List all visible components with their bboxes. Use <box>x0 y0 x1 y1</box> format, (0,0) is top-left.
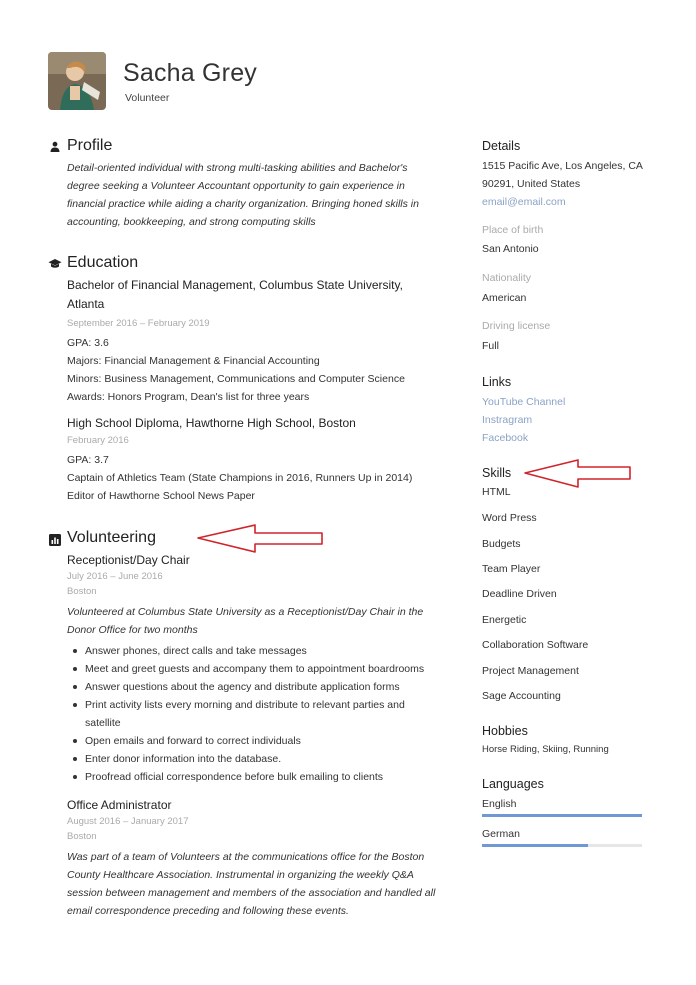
person-icon <box>49 140 61 158</box>
summary-line: accounting, bookkeeping, and strong computing skills <box>67 216 316 228</box>
duty-item <box>67 768 457 786</box>
email-link[interactable]: email@email.com <box>482 196 566 208</box>
details-heading: Details <box>482 139 521 153</box>
duty-item <box>67 696 457 732</box>
job-description-line: Volunteered at Columbus State University as a Receptionist/Day Chair in the <box>67 606 424 618</box>
youtube-link[interactable]: YouTube Channel <box>482 396 566 408</box>
education-detail: Captain of Athletics Team (State Champions in 2016, Runners Up in 2014) <box>67 472 413 484</box>
chart-icon <box>49 533 61 551</box>
hobbies-text: Horse Riding, Skiing, Running <box>482 744 609 755</box>
profile-summary <box>67 159 457 231</box>
skill-item: Team Player <box>482 563 541 575</box>
degree-title: Bachelor of Financial Management, Columbus State University, <box>67 278 403 292</box>
education-entry <box>67 276 457 406</box>
language-level-bar <box>482 844 642 847</box>
duty-text: Open emails and forward to correct individuals <box>85 735 301 747</box>
education-dates: September 2016 – February 2019 <box>67 318 210 329</box>
skill-item: Deadline Driven <box>482 588 557 600</box>
education-detail: GPA: 3.6 <box>67 337 109 349</box>
job-description-line: email correspondence preceding and following these events. <box>67 905 349 917</box>
summary-line: degree seeking a Volunteer Accountant opportunity to gain experience in <box>67 180 405 192</box>
job-dates: August 2016 – January 2017 <box>67 816 189 827</box>
degree-title: Atlanta <box>67 297 105 311</box>
language-level-fill <box>482 814 642 817</box>
language-name: English <box>482 798 517 810</box>
duties-list <box>67 642 457 786</box>
candidate-role: Volunteer <box>125 92 170 104</box>
links-heading: Links <box>482 375 512 389</box>
languages-heading: Languages <box>482 777 544 791</box>
language-level-bar <box>482 814 642 817</box>
duty-text: Answer questions about the agency and distribute application forms <box>85 681 400 693</box>
duty-text: Print activity lists every morning and distribute to relevant parties and <box>85 699 405 711</box>
skill-item: HTML <box>482 486 511 498</box>
license-label: Driving license <box>482 320 551 332</box>
education-dates: February 2016 <box>67 435 129 446</box>
profile-photo <box>48 52 106 110</box>
graduation-cap-icon <box>48 257 62 275</box>
job-location: Boston <box>67 831 97 842</box>
duty-text: Answer phones, direct calls and take messages <box>85 645 307 657</box>
annotation-arrow-skills <box>522 457 634 491</box>
skill-item: Collaboration Software <box>482 639 589 651</box>
job-location: Boston <box>67 586 97 597</box>
duty-item <box>67 732 457 750</box>
duty-text: Proofread official correspondence before bulk emailing to clients <box>85 771 384 783</box>
facebook-link[interactable]: Facebook <box>482 432 529 444</box>
education-detail: Editor of Hawthorne School News Paper <box>67 490 255 502</box>
job-description-line: Was part of a team of Volunteers at the communications office for the Boston <box>67 851 425 863</box>
candidate-name: Sacha Grey <box>123 59 258 87</box>
education-entry <box>67 414 457 505</box>
nationality-value: American <box>482 292 527 304</box>
skill-item: Sage Accounting <box>482 690 561 702</box>
job-dates: July 2016 – June 2016 <box>67 571 163 582</box>
education-heading: Education <box>67 254 139 271</box>
job-entry <box>67 796 457 920</box>
address-line: 90291, United States <box>482 178 581 190</box>
details-block <box>482 157 672 211</box>
duty-text: satellite <box>85 717 121 729</box>
language-name: German <box>482 828 520 840</box>
birth-value: San Antonio <box>482 243 539 255</box>
duty-text: Enter donor information into the database. <box>85 753 282 765</box>
address-line: 1515 Pacific Ave, Los Angeles, CA <box>482 160 643 172</box>
education-detail: GPA: 3.7 <box>67 454 109 466</box>
nationality-label: Nationality <box>482 272 532 284</box>
job-description-line: session between management and members of the association and handled all <box>67 887 436 899</box>
skill-item: Budgets <box>482 538 521 550</box>
birth-label: Place of birth <box>482 224 544 236</box>
duty-item <box>67 750 457 768</box>
duty-item <box>67 678 457 696</box>
education-detail: Minors: Business Management, Communications and Computer Science <box>67 373 405 385</box>
volunteering-heading: Volunteering <box>67 529 156 546</box>
job-entry <box>67 551 457 786</box>
duty-item <box>67 642 457 660</box>
links-list <box>482 393 565 447</box>
duty-text: Meet and greet guests and accompany them to appointment boardrooms <box>85 663 425 675</box>
education-detail: Majors: Financial Management & Financial Accounting <box>67 355 320 367</box>
instagram-link[interactable]: Instragram <box>482 414 533 426</box>
degree-title: High School Diploma, Hawthorne High School, Boston <box>67 416 356 430</box>
job-description-line: Donor Office for two months <box>67 624 198 636</box>
duty-item <box>67 660 457 678</box>
education-detail: Awards: Honors Program, Dean's list for three years <box>67 391 310 403</box>
summary-line: Detail-oriented individual with strong multi-tasking abilities and Bachelor's <box>67 162 408 174</box>
job-title: Receptionist/Day Chair <box>67 553 190 567</box>
skills-heading: Skills <box>482 466 512 480</box>
language-level-fill <box>482 844 588 847</box>
summary-line: financial practice while aiding a charity organization. Bringing honed skills in <box>67 198 419 210</box>
license-value: Full <box>482 340 499 352</box>
job-title: Office Administrator <box>67 798 172 812</box>
skill-item: Energetic <box>482 614 527 626</box>
profile-heading: Profile <box>67 137 113 154</box>
skill-item: Word Press <box>482 512 537 524</box>
hobbies-heading: Hobbies <box>482 724 528 738</box>
job-description-line: County Healthcare Association. Instrumental in organizing the weekly Q&A <box>67 869 414 881</box>
skill-item: Project Management <box>482 665 579 677</box>
